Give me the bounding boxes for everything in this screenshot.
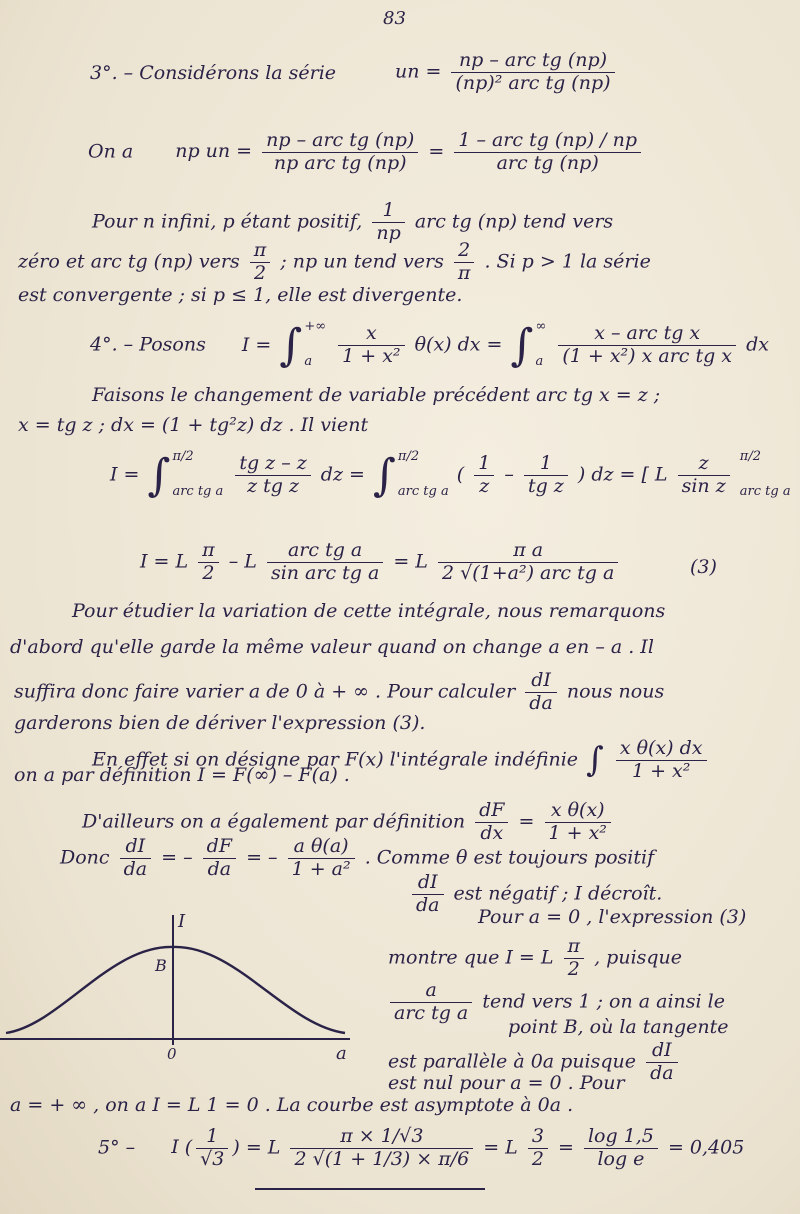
numerator: π a (438, 540, 618, 563)
section-3-label: 3°. – Considérons la série (90, 62, 337, 84)
integral-sign: ∫ (279, 320, 303, 371)
denominator: 2 √(1 + 1/3) × π/6 (294, 1147, 470, 1170)
text: ; np un tend vers (280, 250, 444, 273)
fraction (290, 1126, 473, 1171)
paren-close: ) (577, 463, 586, 486)
fraction (390, 980, 472, 1025)
denominator: sin z (681, 475, 726, 497)
bracket-limits (740, 450, 791, 498)
denominator: da (123, 857, 148, 880)
lower-limit: arc tg a (172, 483, 224, 499)
upper-limit: π/2 (739, 448, 761, 464)
dz-equals: dz = (320, 463, 365, 486)
theta-dx: θ(x) dx = (414, 333, 503, 356)
numerator: log 1,5 (584, 1126, 658, 1149)
fraction (372, 200, 404, 245)
numerator: dF (475, 800, 508, 823)
substitution-line: x = tg z ; dx = (1 + tg²z) dz . Il vient (18, 414, 369, 436)
denominator: (1 + x²) x arc tg x (562, 345, 733, 367)
text-line: d'abord qu'elle garde la même valeur quand on change a en – a . Il (10, 636, 654, 658)
integral-sign: ∫ (510, 320, 534, 371)
fraction (338, 323, 404, 368)
origin-label: 0 (167, 1045, 177, 1063)
ratio-fraction (262, 130, 418, 175)
integral-limits (304, 320, 326, 368)
axis-label-a: a (336, 1043, 347, 1064)
denominator: log e (597, 1147, 645, 1170)
un-label: un = (395, 60, 442, 83)
numerator: dF (203, 836, 236, 859)
series-definition (395, 50, 619, 95)
integral-sign: ∫ (372, 450, 396, 501)
equals-sign: = (428, 140, 445, 163)
section-5-equation (98, 1126, 744, 1171)
fraction (250, 240, 271, 285)
minus-l: – L (228, 550, 257, 573)
curve-graph (0, 905, 370, 1065)
axis-label-i: I (178, 911, 186, 932)
text: montre que I = L (388, 946, 554, 969)
numerator: 3 (528, 1126, 548, 1149)
text: est négatif ; I décroît. (453, 882, 663, 905)
text: En effet si on désigne par F(x) l'intégrale indéfinie (92, 748, 579, 771)
integral-transform-line (110, 450, 793, 501)
npun-label: np un = (175, 140, 253, 163)
paren-open: ( (184, 1136, 193, 1159)
text-line (14, 670, 664, 715)
equation-3 (140, 540, 622, 585)
change-of-variable-line: Faisons le changement de variable précédent arc tg x = z ; (92, 384, 661, 406)
i-equals: I = (110, 463, 140, 486)
numerator: x – arc tg x (558, 323, 736, 346)
numerator: π (564, 936, 585, 959)
numerator: x θ(x) (545, 800, 611, 823)
denominator: 2 (202, 561, 215, 584)
text-line: est nul pour a = 0 . Pour (388, 1072, 625, 1094)
numerator: 1 (524, 453, 568, 476)
denominator: sin arc tg a (270, 561, 380, 584)
paragraph-convergence: est convergente ; si p ≤ 1, elle est divergente. (18, 284, 463, 306)
text: . Si p > 1 la série (484, 250, 651, 273)
dx: dx (746, 333, 769, 356)
i-equals-l: I = L (140, 550, 189, 573)
fraction (454, 240, 475, 285)
denominator: z (479, 475, 490, 497)
fraction (584, 1126, 658, 1171)
integral-sign: ∫ (147, 450, 171, 501)
denominator: 2 (531, 1147, 544, 1170)
fraction (196, 1126, 228, 1171)
denominator: da (650, 1061, 674, 1084)
text: suffira donc faire varier a de 0 à + ∞ . Pour calculer (14, 680, 516, 703)
denominator: 2 √(1+a²) arc tg a (441, 561, 615, 584)
numerator: a (390, 980, 472, 1003)
fraction (412, 872, 444, 917)
lower-limit: arc tg a (397, 483, 449, 499)
text-line (388, 936, 682, 981)
fraction (288, 836, 355, 881)
denominator: 1 + x² (548, 821, 607, 844)
text: D'ailleurs on a également par définition (82, 810, 466, 833)
ratio2-fraction (454, 130, 641, 175)
fraction (198, 540, 219, 585)
text: Pour n infini, p étant positif, (92, 210, 363, 233)
numerator: tg z – z (235, 453, 310, 476)
denominator: √3 (200, 1147, 225, 1170)
upper-limit: +∞ (304, 318, 327, 334)
i-label: I (171, 1136, 179, 1159)
text-line: a = + ∞ , on a I = L 1 = 0 . La courbe est asymptote à 0a . (10, 1094, 574, 1116)
numerator: dI (525, 670, 557, 693)
text-line: point B, où la tangente (508, 1016, 729, 1038)
section-3-heading (90, 62, 336, 84)
equals-l: = L (483, 1136, 518, 1159)
minus-sign: – (504, 463, 514, 486)
ratio-numerator: np – arc tg (np) (262, 130, 418, 153)
ratio-denominator: np arc tg (np) (273, 151, 407, 174)
denominator: 2 (254, 261, 267, 284)
equals-minus: = – (246, 846, 278, 869)
text: Donc (60, 846, 110, 869)
paren-open: ( (456, 463, 465, 486)
numerator: π (250, 240, 271, 263)
text: tend vers 1 ; on a ainsi le (482, 990, 725, 1013)
ratio2-denominator: arc tg (np) (496, 151, 599, 174)
page-number: 83 (383, 8, 406, 29)
text: , puisque (594, 946, 683, 969)
section-4-label: 4°. – Posons (90, 333, 206, 356)
paren-close: ) (232, 1136, 240, 1159)
fraction (616, 738, 707, 783)
text: arc tg (np) tend vers (414, 210, 614, 233)
numerator: x θ(x) dx (616, 738, 707, 761)
text: est parallèle à 0a puisque (388, 1050, 637, 1073)
numerator: dI (646, 1040, 678, 1063)
text: zéro et arc tg (np) vers (18, 250, 240, 273)
integral-limits (172, 450, 223, 498)
ratio2-numerator: 1 – arc tg (np) / np (454, 130, 641, 153)
equals-sign: = (518, 810, 535, 833)
fraction (235, 453, 310, 498)
denominator: da (416, 893, 440, 916)
numerator: 1 (196, 1126, 228, 1149)
numerator: x (338, 323, 404, 346)
numerator: 1 (474, 453, 494, 476)
fraction (646, 1040, 678, 1085)
numerator: dI (412, 872, 444, 895)
denominator: 1 + a² (291, 857, 351, 880)
denominator: 1 + x² (631, 759, 691, 782)
paragraph-zero-line (18, 240, 651, 285)
lower-limit: a (535, 353, 544, 369)
denominator: da (529, 691, 553, 714)
upper-limit: π/2 (397, 448, 420, 464)
upper-limit: ∞ (535, 318, 547, 334)
text: nous nous (566, 680, 665, 703)
section-4-integral (90, 320, 769, 371)
fraction (528, 1126, 548, 1171)
point-label-b: B (155, 956, 167, 975)
numerator: 2 (454, 240, 475, 263)
denominator: da (207, 857, 232, 880)
denominator: dx (480, 821, 504, 844)
result-value: = 0,405 (667, 1136, 745, 1159)
integral-limits (535, 320, 546, 368)
equals-l: = L (245, 1136, 281, 1159)
numerator: arc tg a (267, 540, 383, 563)
on-a-line (88, 130, 645, 175)
text-line: garderons bien de dériver l'expression (3). (14, 712, 426, 734)
equation-number: (3) (690, 556, 717, 578)
i-equals: I = (241, 333, 272, 356)
denominator: 1 + x² (342, 345, 401, 367)
fraction (438, 540, 618, 585)
integral-sign: ∫ (586, 740, 604, 781)
numerator: dI (120, 836, 152, 859)
text-line: Pour étudier la variation de cette intégrale, nous remarquons (72, 600, 666, 622)
numerator: 1 (372, 200, 404, 223)
fraction (524, 453, 568, 498)
equals-l: = L (393, 550, 428, 573)
text: . Comme θ est toujours positif (364, 846, 655, 869)
fraction (267, 540, 383, 585)
denominator: np (376, 221, 401, 244)
fraction (678, 453, 730, 498)
fraction (558, 323, 736, 368)
denominator: 2 (567, 957, 580, 980)
dz-equals-bracket: dz = [ L (591, 463, 668, 486)
fraction (203, 836, 236, 881)
paragraph-pour-n-infini (92, 200, 613, 245)
text-line: Pour a = 0 , l'expression (3) (478, 906, 747, 928)
equals-minus: = – (161, 846, 193, 869)
un-fraction (451, 50, 614, 95)
lower-limit: arc tg a (739, 483, 791, 499)
un-numerator: np – arc tg (np) (451, 50, 614, 73)
closing-rule (255, 1188, 485, 1190)
fraction (120, 836, 152, 881)
numerator: π (198, 540, 219, 563)
lower-limit: a (304, 353, 313, 369)
text-line: on a par définition I = F(∞) – F(a) . (14, 764, 350, 786)
denominator: arc tg a (394, 1001, 469, 1024)
section-5-label: 5° – (98, 1136, 136, 1159)
upper-limit: π/2 (172, 448, 194, 464)
on-a-label: On a (88, 140, 134, 163)
equals-sign: = (557, 1136, 574, 1159)
fraction (525, 670, 557, 715)
numerator: π × 1/√3 (290, 1126, 473, 1149)
numerator: z (678, 453, 730, 476)
bell-curve (6, 947, 345, 1033)
integral-limits (398, 450, 449, 498)
denominator: π (457, 261, 471, 284)
denominator: z tg z (247, 475, 299, 497)
fraction (474, 453, 494, 498)
numerator: a θ(a) (288, 836, 355, 859)
un-denominator: (np)² arc tg (np) (455, 71, 611, 94)
fraction (564, 936, 585, 981)
denominator: tg z (527, 475, 564, 497)
